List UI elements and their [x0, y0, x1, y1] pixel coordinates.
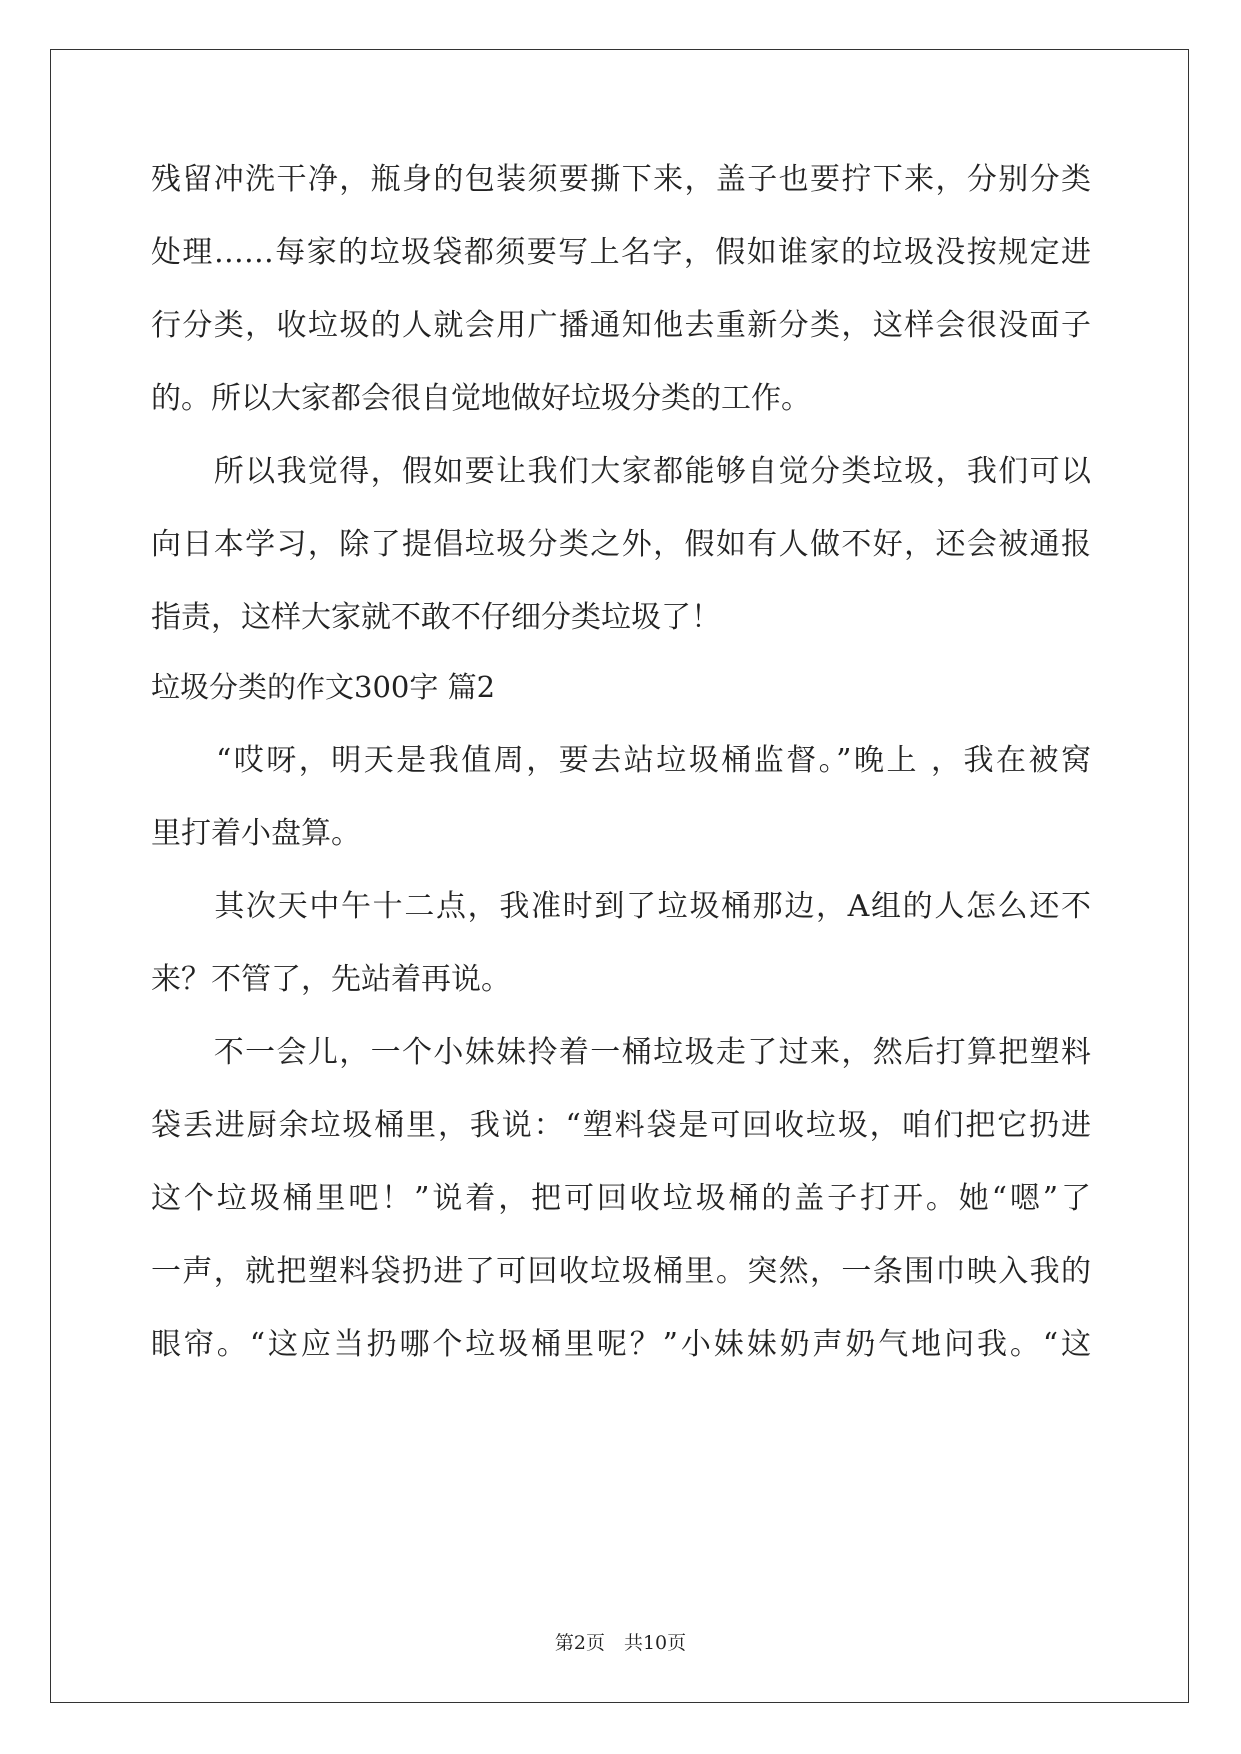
text-line: 所以我觉得，假如要让我们大家都能够自觉分类垃圾，我们可以: [151, 454, 1091, 489]
text-line: 向日本学习，除了提倡垃圾分类之外，假如有人做不好，还会被通报: [151, 527, 1091, 562]
page-border: [50, 49, 1189, 1703]
text-line: 不一会儿，一个小妹妹拎着一桶垃圾走了过来，然后打算把塑料: [151, 1035, 1091, 1070]
text-line: 指责，这样大家就不敢不仔细分类垃圾了！: [151, 600, 721, 635]
text-line: 处理……每家的垃圾袋都须要写上名字，假如谁家的垃圾没按规定进: [151, 235, 1091, 270]
text-line: 里打着小盘算。: [151, 816, 361, 851]
text-line: 袋丢进厨余垃圾桶里，我说：“塑料袋是可回收垃圾，咱们把它扔进: [151, 1108, 1091, 1143]
text-line: 其次天中午十二点，我准时到了垃圾桶那边，A组的人怎么还不: [151, 889, 1091, 924]
text-line: 的。所以大家都会很自觉地做好垃圾分类的工作。: [151, 381, 811, 416]
text-line: 残留冲洗干净，瓶身的包装须要撕下来，盖子也要拧下来，分别分类: [151, 162, 1091, 197]
text-line: 行分类，收垃圾的人就会用广播通知他去重新分类，这样会很没面子: [151, 308, 1091, 343]
page-number: 第2页 共10页: [554, 1632, 687, 1654]
text-line: 眼帘。“这应当扔哪个垃圾桶里呢？”小妹妹奶声奶气地问我。“这: [151, 1327, 1091, 1362]
text-line: 来？不管了，先站着再说。: [151, 962, 511, 997]
section-heading: 垃圾分类的作文300字 篇2: [151, 670, 496, 704]
text-line: 这个垃圾桶里吧！”说着，把可回收垃圾桶的盖子打开。她“嗯”了: [151, 1181, 1091, 1216]
text-line: “哎呀，明天是我值周，要去站垃圾桶监督。”晚上 ，我在被窝: [151, 743, 1091, 778]
text-line: 一声，就把塑料袋扔进了可回收垃圾桶里。突然，一条围巾映入我的: [151, 1254, 1091, 1289]
